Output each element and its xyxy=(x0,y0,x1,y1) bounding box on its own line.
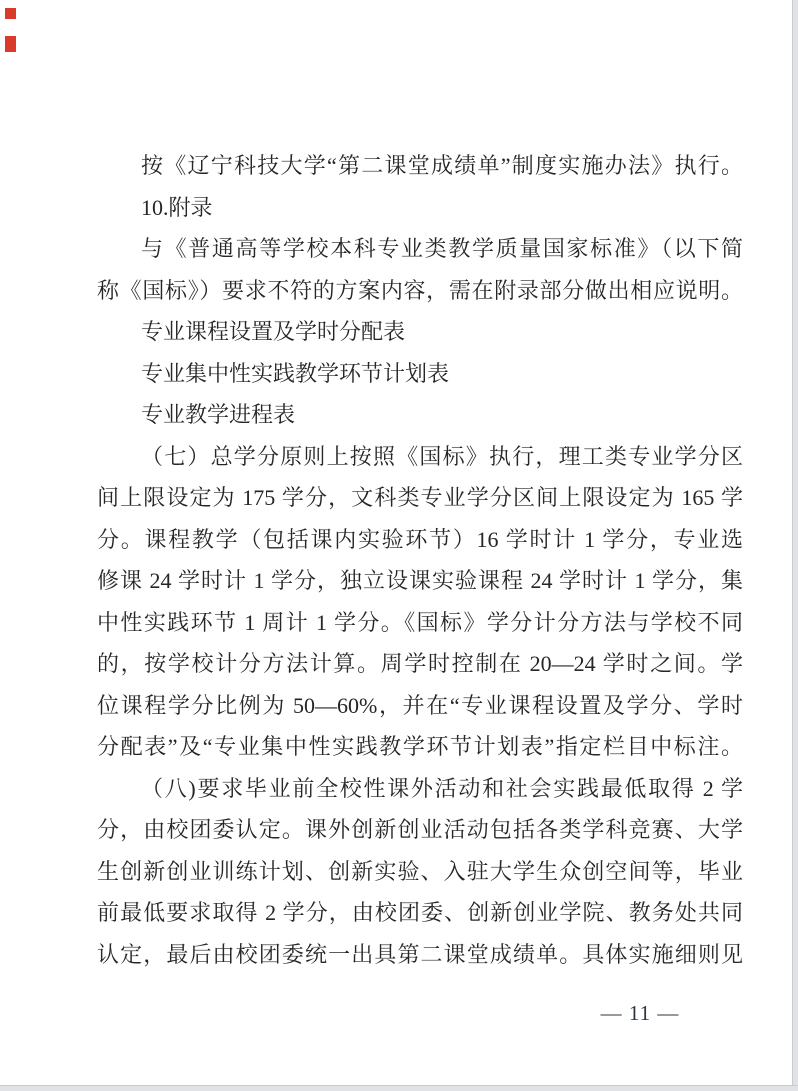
text-line-6: 专业集中性实践教学环节计划表 xyxy=(141,360,450,386)
red-scan-mark-icon xyxy=(5,36,16,52)
red-scan-mark-icon xyxy=(5,8,16,19)
document-body xyxy=(97,145,743,975)
text-line-7: 专业教学进程表 xyxy=(141,402,296,427)
text-line-9: 间上限设定为 175 学分，文科类专业学分区间上限设定为 165 学 xyxy=(97,485,743,510)
text-line-18: 生创新创业训练计划、创新实验、入驻大学生众创空间等，毕业 xyxy=(97,858,743,884)
text-line-5: 专业课程设置及学时分配表 xyxy=(141,319,406,344)
text-line-15: 分配表”及“专业集中性实践教学环节计划表”指定栏目中标注。 xyxy=(97,734,743,759)
text-line-3: 与《普通高等学校本科专业类教学质量国家标准》（以下简 xyxy=(141,236,743,261)
text-line-14: 位课程学分比例为 50—60%，并在“专业课程设置及学分、学时 xyxy=(97,692,743,718)
text-line-2: 10.附录 xyxy=(141,194,213,220)
text-line-11: 修课 24 学时计 1 学分，独立设课实验课程 24 学时计 1 学分，集 xyxy=(97,568,743,593)
text-line-17: 分，由校团委认定。课外创新创业活动包括各类学科竞赛、大学 xyxy=(97,817,743,842)
text-line-12: 中性实践环节 1 周计 1 学分。《国标》学分计分方法与学校不同 xyxy=(97,609,743,635)
page-edge-bottom-shadow xyxy=(0,1085,798,1091)
text-line-20: 认定，最后由校团委统一出具第二课堂成绩单。具体实施细则见 xyxy=(97,941,743,967)
text-line-1: 按《辽宁科技大学“第二课堂成绩单”制度实施办法》执行。 xyxy=(141,153,743,178)
text-line-13: 的，按学校计分方法计算。周学时控制在 20—24 学时之间。学 xyxy=(97,651,743,676)
text-line-4: 称《国标》）要求不符的方案内容，需在附录部分做出相应说明。 xyxy=(97,277,743,303)
text-line-10: 分。课程教学（包括课内实验环节）16 学时计 1 学分，专业选 xyxy=(97,526,743,552)
text-line-19: 前最低要求取得 2 学分，由校团委、创新创业学院、教务处共同 xyxy=(97,900,743,925)
page-number: — 11 — xyxy=(600,1001,680,1025)
page-edge-right-shadow xyxy=(792,0,798,1091)
text-line-16: （八)要求毕业前全校性课外活动和社会实践最低取得 2 学 xyxy=(141,775,743,801)
text-line-8: （七）总学分原则上按照《国标》执行，理工类专业学分区 xyxy=(141,443,743,469)
